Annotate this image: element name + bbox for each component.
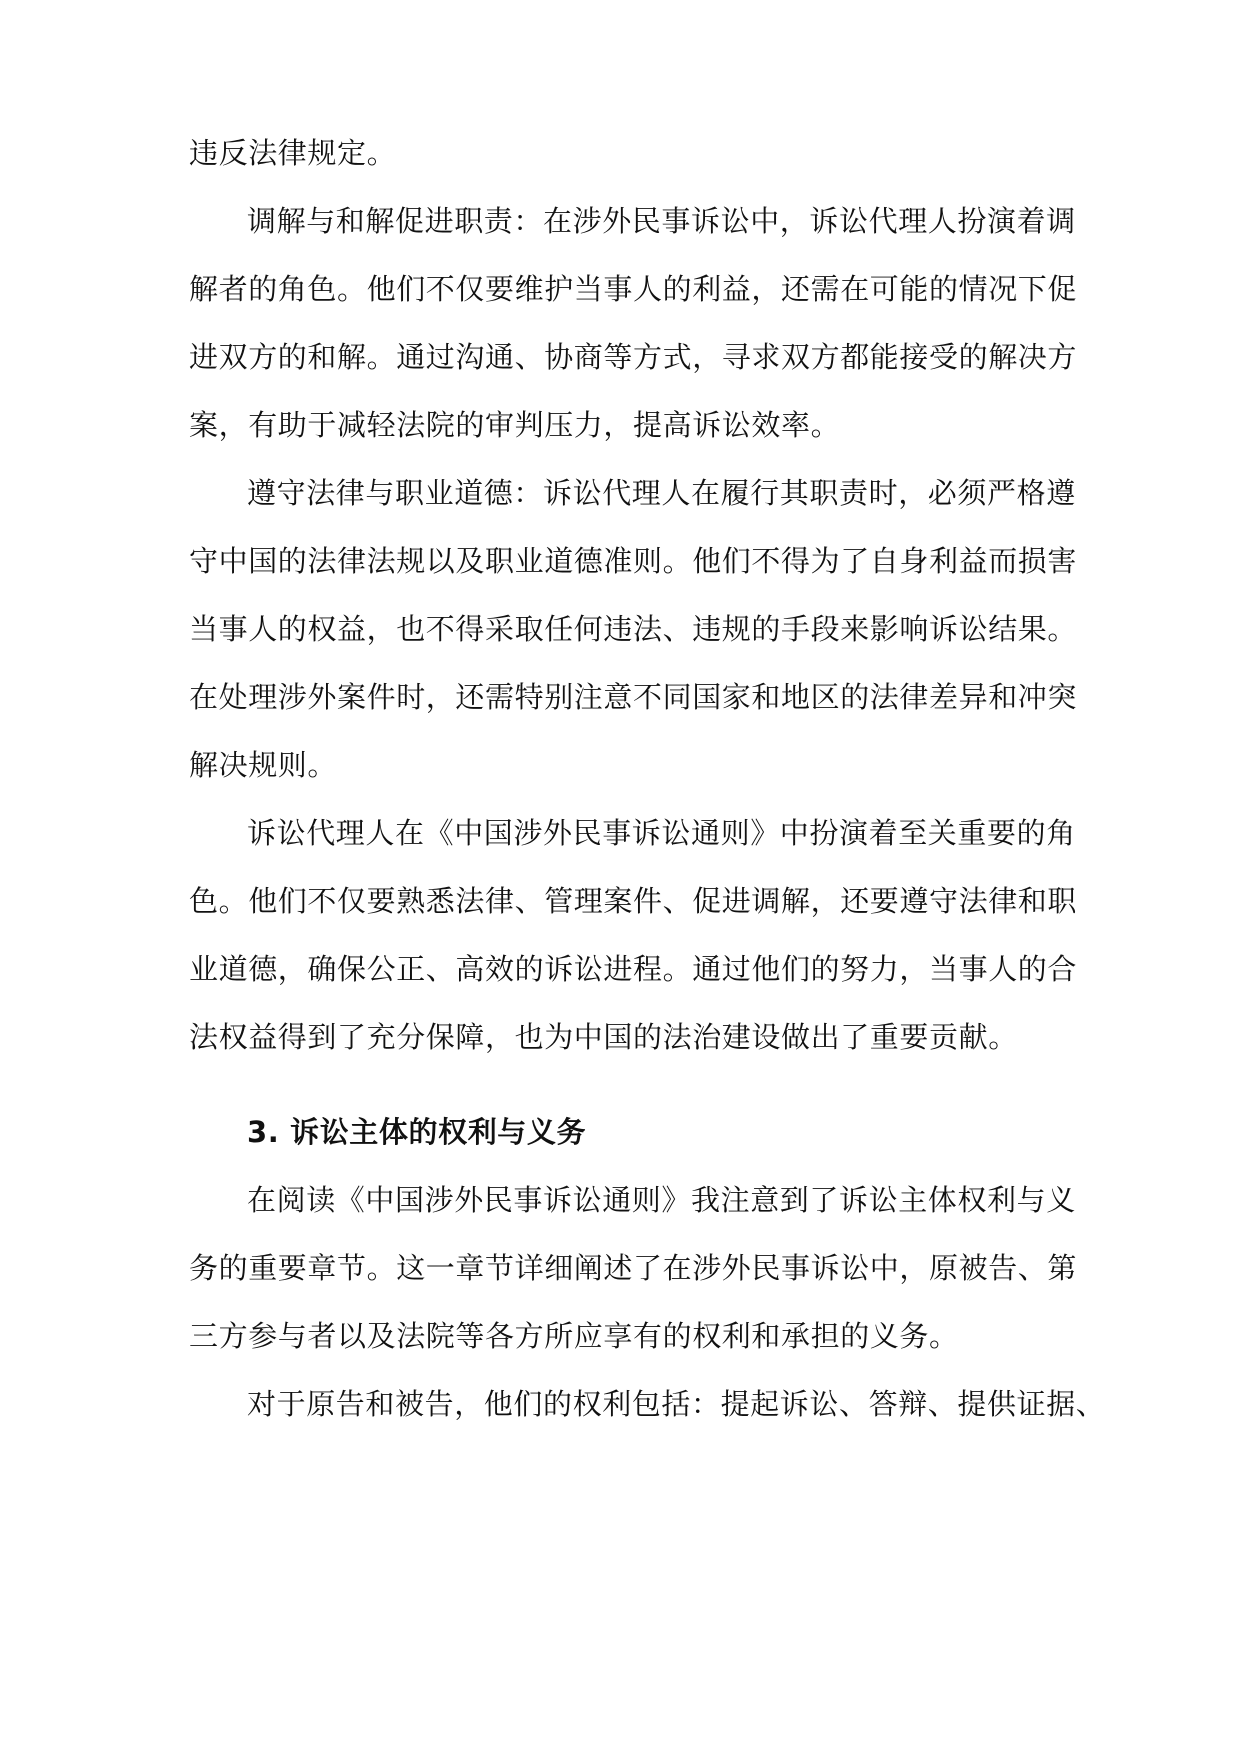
paragraph-line: 解决规则。 [189,748,338,782]
paragraph-line: 法权益得到了充分保障，也为中国的法治建设做出了重要贡献。 [189,1020,1018,1054]
paragraph-line: 务的重要章节。这一章节详细阐述了在涉外民事诉讼中，原被告、第 [189,1251,1078,1285]
paragraph-first-line: 遵守法律与职业道德：诉讼代理人在履行其职责时，必须严格遵 [247,476,1076,510]
paragraph-first-line: 在阅读《中国涉外民事诉讼通则》我注意到了诉讼主体权利与义 [247,1183,1076,1217]
section-heading: 3. 诉讼主体的权利与义务 [247,1115,587,1149]
paragraph-line: 案，有助于减轻法院的审判压力，提高诉讼效率。 [189,408,841,442]
paragraph-line: 违反法律规定。 [189,136,397,170]
paragraph-line: 业道德，确保公正、高效的诉讼进程。通过他们的努力，当事人的合 [189,952,1078,986]
paragraph-first-line: 对于原告和被告，他们的权利包括：提起诉讼、答辩、提供证据、 [247,1387,1106,1421]
paragraph-line: 守中国的法律法规以及职业道德准则。他们不得为了自身利益而损害 [189,544,1078,578]
paragraph-line: 进双方的和解。通过沟通、协商等方式，寻求双方都能接受的解决方 [189,340,1078,374]
paragraph-line: 三方参与者以及法院等各方所应享有的权利和承担的义务。 [189,1319,959,1353]
paragraph-line: 当事人的权益，也不得采取任何违法、违规的手段来影响诉讼结果。 [189,612,1078,646]
paragraph-line: 解者的角色。他们不仅要维护当事人的利益，还需在可能的情况下促 [189,272,1078,306]
paragraph-line: 在处理涉外案件时，还需特别注意不同国家和地区的法律差异和冲突 [189,680,1078,714]
paragraph-line: 色。他们不仅要熟悉法律、管理案件、促进调解，还要遵守法律和职 [189,884,1078,918]
paragraph-first-line: 调解与和解促进职责：在涉外民事诉讼中，诉讼代理人扮演着调 [247,204,1076,238]
paragraph-first-line: 诉讼代理人在《中国涉外民事诉讼通则》中扮演着至关重要的角 [247,816,1076,850]
